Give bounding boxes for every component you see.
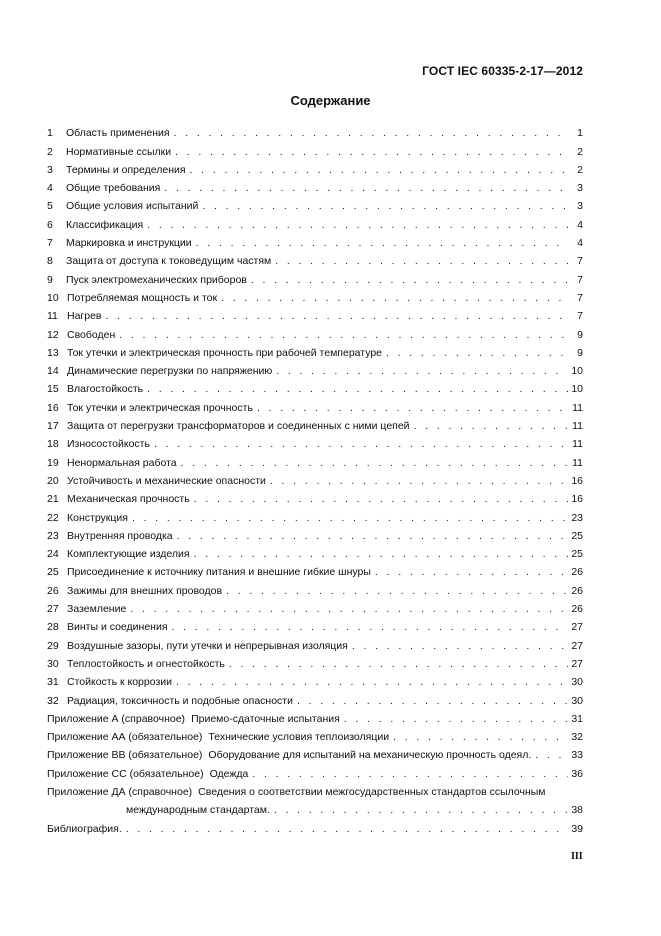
- page-number: 7: [577, 273, 583, 286]
- section-number: 5: [47, 200, 53, 213]
- annex-title: Сведения о соответствии межгосударственных стандартов ссылочным: [198, 785, 546, 798]
- dot-leader: [221, 292, 568, 305]
- page-number: 10: [571, 383, 583, 396]
- page-number: 7: [577, 310, 583, 323]
- page-number: 30: [571, 676, 583, 689]
- page-number: 23: [571, 511, 583, 524]
- dot-leader: [132, 512, 568, 525]
- toc-entry[interactable]: [47, 396, 583, 414]
- page-number: 3: [577, 200, 583, 213]
- page-number: 16: [571, 474, 583, 487]
- section-title: Пуск электромеханических приборов: [66, 273, 247, 286]
- section-title: Воздушные зазоры, пути утечки и непрерывная изоляция: [67, 639, 348, 652]
- section-number: 2: [47, 145, 53, 158]
- section-title: Стойкость к коррозии: [67, 676, 172, 689]
- toc-entry[interactable]: [47, 598, 583, 616]
- dot-leader: [375, 566, 568, 579]
- section-title: Динамические перегрузки по напряжению: [67, 365, 273, 378]
- page-number: 4: [577, 237, 583, 250]
- dot-leader: [344, 713, 568, 726]
- section-number: 12: [47, 328, 59, 341]
- section-number: 13: [47, 346, 59, 359]
- page-number: 7: [577, 291, 583, 304]
- page-number: 27: [571, 657, 583, 670]
- page-number: 27: [571, 639, 583, 652]
- annex-label: Приложение ДА (справочное): [47, 785, 193, 798]
- toc-annex-entry[interactable]: [47, 744, 583, 762]
- dot-leader: [177, 530, 568, 543]
- dot-leader: [297, 695, 568, 708]
- dot-leader: [393, 731, 568, 744]
- toc-entry[interactable]: [47, 287, 583, 305]
- toc-entry[interactable]: [47, 470, 583, 488]
- toc-annex-entry[interactable]: [47, 762, 583, 780]
- page-number: 31: [571, 712, 583, 725]
- toc-title: Содержание: [290, 93, 371, 108]
- page-number: 38: [571, 804, 583, 817]
- section-title: Теплостойкость и огнестойкость: [67, 657, 225, 670]
- dot-leader: [352, 640, 568, 653]
- dot-leader: [119, 329, 568, 342]
- toc-entry[interactable]: [47, 122, 583, 140]
- page-folio: III: [571, 851, 583, 862]
- section-number: 1: [47, 127, 53, 140]
- page-number: 36: [571, 767, 583, 780]
- section-title: Ток утечки и электрическая прочность: [67, 401, 253, 414]
- dot-leader: [386, 347, 568, 360]
- toc-annex-entry-continued[interactable]: [47, 799, 583, 817]
- section-number: 20: [47, 474, 59, 487]
- toc-entry[interactable]: [47, 195, 583, 213]
- section-number: 24: [47, 548, 59, 561]
- section-number: 7: [47, 237, 53, 250]
- section-title: Заземление: [67, 603, 127, 616]
- dot-leader: [194, 548, 568, 561]
- dot-leader: [196, 237, 568, 250]
- dot-leader: [147, 219, 568, 232]
- toc-entry[interactable]: [47, 159, 583, 177]
- page-number: 26: [571, 584, 583, 597]
- page-number: 3: [577, 182, 583, 195]
- dot-leader: [535, 749, 568, 762]
- dot-leader: [147, 383, 568, 396]
- section-number: 30: [47, 657, 59, 670]
- toc-entry[interactable]: [47, 579, 583, 597]
- toc-entry[interactable]: [47, 213, 583, 231]
- dot-leader: [181, 457, 568, 470]
- dot-leader: [257, 402, 568, 415]
- section-title: Конструкция: [67, 511, 128, 524]
- section-number: 3: [47, 163, 53, 176]
- section-number: 31: [47, 676, 59, 689]
- page-number: 1: [577, 127, 583, 140]
- toc-entry[interactable]: [47, 671, 583, 689]
- section-title: Присоединение к источнику питания и внешние гибкие шнуры: [67, 566, 371, 579]
- toc-entry[interactable]: [47, 268, 583, 286]
- section-title: Ток утечки и электрическая прочность при рабочей температуре: [67, 346, 383, 359]
- toc-entry[interactable]: [47, 653, 583, 671]
- section-title: Механическая прочность: [67, 493, 190, 506]
- toc-entry[interactable]: [47, 415, 583, 433]
- section-title: Классификация: [66, 218, 144, 231]
- dot-leader: [226, 585, 568, 598]
- toc-annex-entry[interactable]: [47, 708, 583, 726]
- section-number: 17: [47, 420, 59, 433]
- table-of-contents: [47, 122, 583, 836]
- dot-leader: [126, 823, 568, 836]
- toc-entry[interactable]: [47, 525, 583, 543]
- toc-entry[interactable]: [47, 360, 583, 378]
- section-title: Общие условия испытаний: [66, 200, 199, 213]
- annex-title: Одежда: [209, 767, 249, 780]
- toc-entry[interactable]: [47, 250, 583, 268]
- page-number: 11: [572, 438, 583, 451]
- toc-entry[interactable]: [47, 177, 583, 195]
- toc-entry[interactable]: [47, 616, 583, 634]
- page-number: 9: [577, 328, 583, 341]
- toc-entry[interactable]: [47, 140, 583, 158]
- toc-entry[interactable]: [47, 689, 583, 707]
- section-number: 19: [47, 456, 59, 469]
- section-number: 23: [47, 529, 59, 542]
- page-number: 7: [577, 255, 583, 268]
- toc-entry[interactable]: [47, 561, 583, 579]
- section-number: 11: [47, 310, 58, 323]
- page-number: 11: [572, 420, 583, 433]
- page-number: 10: [571, 365, 583, 378]
- dot-leader: [270, 475, 568, 488]
- toc-entry[interactable]: [47, 378, 583, 396]
- page-number: 11: [572, 456, 583, 469]
- dot-leader: [174, 127, 568, 140]
- toc-bibliography-entry[interactable]: [47, 817, 583, 835]
- bibliography-title: Библиография.: [47, 822, 122, 835]
- section-title: Устойчивость и механические опасности: [67, 474, 266, 487]
- dot-leader: [130, 603, 568, 616]
- page-number: 4: [577, 218, 583, 231]
- annex-title-continued: международным стандартам.: [126, 804, 270, 817]
- page-number: 2: [577, 163, 583, 176]
- toc-annex-entry[interactable]: [47, 781, 583, 799]
- section-number: 22: [47, 511, 59, 524]
- dot-leader: [106, 310, 568, 323]
- section-number: 8: [47, 255, 53, 268]
- section-number: 28: [47, 621, 59, 634]
- toc-entry[interactable]: [47, 305, 583, 323]
- section-title: Общие требования: [66, 182, 161, 195]
- toc-entry[interactable]: [47, 488, 583, 506]
- dot-leader: [194, 493, 568, 506]
- section-title: Влагостойкость: [67, 383, 144, 396]
- dot-leader: [172, 621, 568, 634]
- section-number: 29: [47, 639, 59, 652]
- section-title: Нагрев: [67, 310, 102, 323]
- section-title: Износостойкость: [67, 438, 150, 451]
- dot-leader: [276, 365, 568, 378]
- dot-leader: [164, 182, 568, 195]
- annex-title: Технические условия теплоизоляции: [208, 731, 390, 744]
- section-number: 6: [47, 218, 53, 231]
- annex-label: Приложение СС (обязательное): [47, 767, 204, 780]
- page-number: 27: [571, 621, 583, 634]
- toc-entry[interactable]: [47, 342, 583, 360]
- section-title: Винты и соединения: [67, 621, 168, 634]
- page-number: 30: [571, 694, 583, 707]
- dot-leader: [274, 804, 568, 817]
- toc-entry[interactable]: [47, 323, 583, 341]
- section-number: 4: [47, 182, 53, 195]
- dot-leader: [251, 274, 568, 287]
- section-number: 27: [47, 603, 59, 616]
- annex-title: Оборудование для испытаний на механическую прочность одеял.: [208, 749, 532, 762]
- section-title: Область применения: [66, 127, 170, 140]
- dot-leader: [229, 658, 568, 671]
- section-number: 25: [47, 566, 59, 579]
- page-number: 2: [577, 145, 583, 158]
- section-number: 26: [47, 584, 59, 597]
- section-title: Термины и определения: [66, 163, 186, 176]
- page-number: 33: [571, 749, 583, 762]
- toc-annex-entry[interactable]: [47, 726, 583, 744]
- section-number: 15: [47, 383, 59, 396]
- dot-leader: [414, 420, 568, 433]
- toc-entry[interactable]: [47, 634, 583, 652]
- section-title: Внутренняя проводка: [67, 529, 173, 542]
- dot-leader: [175, 146, 568, 159]
- section-number: 16: [47, 401, 59, 414]
- annex-label: Приложение АА (обязательное): [47, 731, 203, 744]
- dot-leader: [202, 200, 568, 213]
- section-number: 32: [47, 694, 59, 707]
- page-number: 32: [571, 731, 583, 744]
- page-number: 11: [572, 401, 583, 414]
- section-number: 18: [47, 438, 59, 451]
- dot-leader: [154, 438, 568, 451]
- section-number: 14: [47, 365, 59, 378]
- page-number: 26: [571, 603, 583, 616]
- section-number: 10: [47, 291, 59, 304]
- section-title: Ненормальная работа: [67, 456, 177, 469]
- toc-entry[interactable]: [47, 451, 583, 469]
- document-code: ГОСТ IEC 60335-2-17—2012: [422, 64, 583, 78]
- section-title: Потребляемая мощность и ток: [67, 291, 218, 304]
- toc-entry[interactable]: [47, 433, 583, 451]
- annex-title: Приемо-сдаточные испытания: [191, 712, 340, 725]
- page-number: 9: [577, 346, 583, 359]
- page-number: 39: [571, 822, 583, 835]
- page-number: 16: [571, 493, 583, 506]
- toc-entry[interactable]: [47, 543, 583, 561]
- page-number: 26: [571, 566, 583, 579]
- section-title: Комплектующие изделия: [67, 548, 190, 561]
- section-number: 21: [47, 493, 59, 506]
- page-number: 25: [571, 548, 583, 561]
- section-title: Зажимы для внешних проводов: [67, 584, 223, 597]
- dot-leader: [252, 768, 568, 781]
- annex-label: Приложение А (справочное): [47, 712, 186, 725]
- section-title: Нормативные ссылки: [66, 145, 172, 158]
- section-title: Свободен: [67, 328, 116, 341]
- dot-leader: [176, 676, 568, 689]
- toc-entry[interactable]: [47, 232, 583, 250]
- section-title: Маркировка и инструкции: [66, 237, 192, 250]
- section-title: Защита от доступа к токоведущим частям: [66, 255, 272, 268]
- dot-leader: [190, 164, 568, 177]
- section-title: Радиация, токсичность и подобные опасности: [67, 694, 293, 707]
- dot-leader: [275, 255, 568, 268]
- annex-label: Приложение ВВ (обязательное): [47, 749, 203, 762]
- toc-entry[interactable]: [47, 506, 583, 524]
- section-title: Защита от перегрузки трансформаторов и соединенных с ними цепей: [67, 420, 410, 433]
- section-number: 9: [47, 273, 53, 286]
- page-number: 25: [571, 529, 583, 542]
